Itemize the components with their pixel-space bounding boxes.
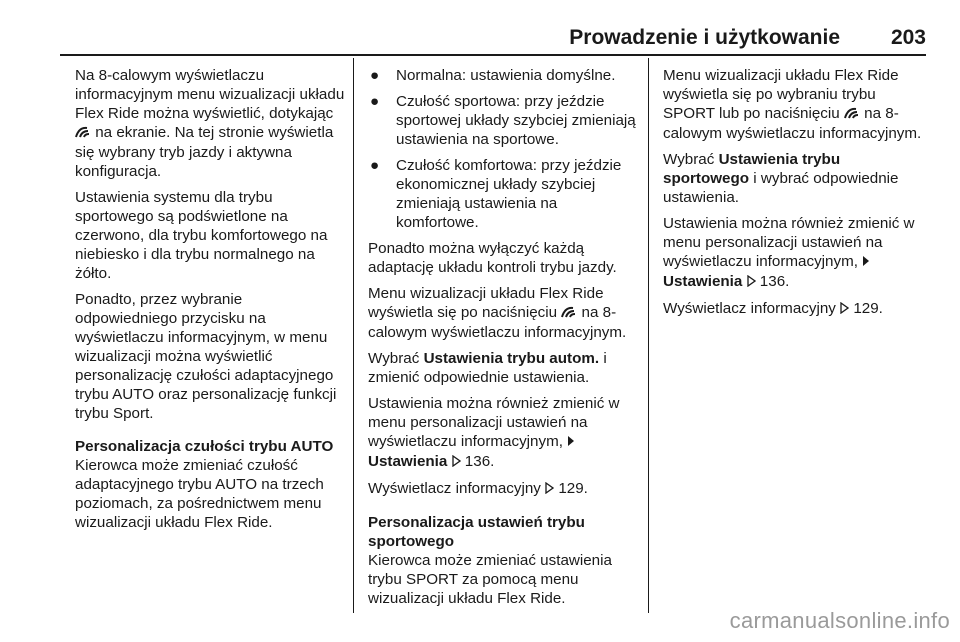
- paragraph: Ustawienia systemu dla trybu sportowego są podświetlone na czerwono, dla trybu komfortowego na niebiesko i dla trybu normalnego na żółto.: [75, 189, 328, 282]
- paragraph: Wybrać Ustawienia trybu sportowego i wybrać odpowiednie ustawienia.: [663, 151, 899, 206]
- paragraph: Kierowca może zmieniać czułość adaptacyjnego trybu AUTO na trzech poziomach, za pośrednictwem menu wizualizacji układu Flex Ride.: [75, 457, 324, 531]
- page-number: 203: [890, 26, 926, 49]
- menu-label: Ustawienia: [663, 273, 743, 290]
- menu-label: Ustawienia trybu sportowego: [663, 151, 841, 187]
- paragraph: Menu wizualizacji układu Flex Ride wyświetla się po naciśnięciu na 8-calowym wyświetlaczu informacyjnym.: [368, 285, 627, 341]
- column-divider: [353, 58, 354, 613]
- page-reference-link[interactable]: 129.: [554, 480, 588, 497]
- column-divider: [648, 58, 649, 613]
- bullet-icon: ●: [370, 157, 380, 174]
- menu-label: Ustawienia trybu autom.: [423, 350, 600, 367]
- paragraph: Menu wizualizacji układu Flex Ride wyświetla się po wybraniu trybu SPORT lub po naciśnięciu na 8-calowym wyświetlaczu informacyjnym.: [663, 67, 922, 142]
- arrow-right-icon: [567, 433, 575, 452]
- list-item: ● Czułość komfortowa: przy jeździe ekonomicznej układy szybciej zmieniają ustawienia na komfortowe.: [370, 157, 622, 231]
- section-heading: Personalizacja czułości trybu AUTO: [75, 438, 334, 455]
- list-item: ● Czułość sportowa: przy jeździe sportowej układy szybciej zmieniają ustawienia na sportowe.: [370, 93, 636, 148]
- column-1: [75, 66, 345, 539]
- flex-ride-icon: [561, 304, 577, 323]
- header-rule: [60, 54, 926, 56]
- flex-ride-icon: [844, 105, 860, 124]
- paragraph: Ustawienia można również zmienić w menu personalizacji ustawień na wyświetlaczu informacyjnym, Ustawienia 136.: [663, 215, 915, 290]
- column-2: [368, 66, 636, 615]
- page-reference-link[interactable]: 136.: [460, 453, 495, 470]
- list-item: ● Normalna: ustawienia domyślne.: [370, 67, 616, 84]
- section-heading: Personalizacja ustawień trybu sportowego: [368, 514, 585, 550]
- page-reference-link[interactable]: 136.: [755, 273, 790, 290]
- page-reference-icon: [545, 480, 554, 499]
- page-title: Prowadzenie i użytkowanie: [569, 26, 840, 49]
- page-reference-icon: [452, 453, 461, 472]
- paragraph: Wyświetlacz informacyjny 129.: [663, 300, 883, 317]
- paragraph: Ponadto można wyłączyć każdą adaptację układu kontroli trybu jazdy.: [368, 240, 617, 276]
- page-header: [60, 24, 926, 54]
- paragraph: Kierowca może zmieniać ustawienia trybu SPORT za pomocą menu wizualizacji układu Flex Ride.: [368, 552, 612, 607]
- bullet-icon: ●: [370, 67, 380, 84]
- bullet-list: [368, 66, 636, 232]
- paragraph: Ustawienia można również zmienić w menu personalizacji ustawień na wyświetlaczu informacyjnym, Ustawienia 136.: [368, 395, 620, 470]
- flex-ride-icon: [75, 124, 91, 143]
- arrow-right-icon: [862, 253, 870, 272]
- paragraph: Wybrać Ustawienia trybu autom. i zmienić odpowiednie ustawienia.: [368, 350, 607, 386]
- menu-label: Ustawienia: [368, 453, 448, 470]
- page-reference-icon: [747, 273, 756, 292]
- paragraph: Na 8-calowym wyświetlaczu informacyjnym menu wizualizacji układu Flex Ride można wyświetlić, dotykając na ekranie. Na tej stronie wyświetla się wybrany tryb jazdy i aktywna konfiguracja.: [75, 67, 345, 180]
- column-3: [663, 66, 928, 326]
- page-reference-icon: [840, 300, 849, 319]
- paragraph: Ponadto, przez wybranie odpowiedniego przycisku na wyświetlaczu informacyjnym, w menu wizualizacji można wyświetlić personalizację czułości adaptacyjnego trybu AUTO oraz personalizację funkcji trybu Sport.: [75, 291, 337, 422]
- bullet-icon: ●: [370, 93, 380, 110]
- paragraph: Wyświetlacz informacyjny 129.: [368, 480, 588, 497]
- watermark: carmanualsonline.info: [729, 608, 950, 633]
- page-reference-link[interactable]: 129.: [849, 300, 883, 317]
